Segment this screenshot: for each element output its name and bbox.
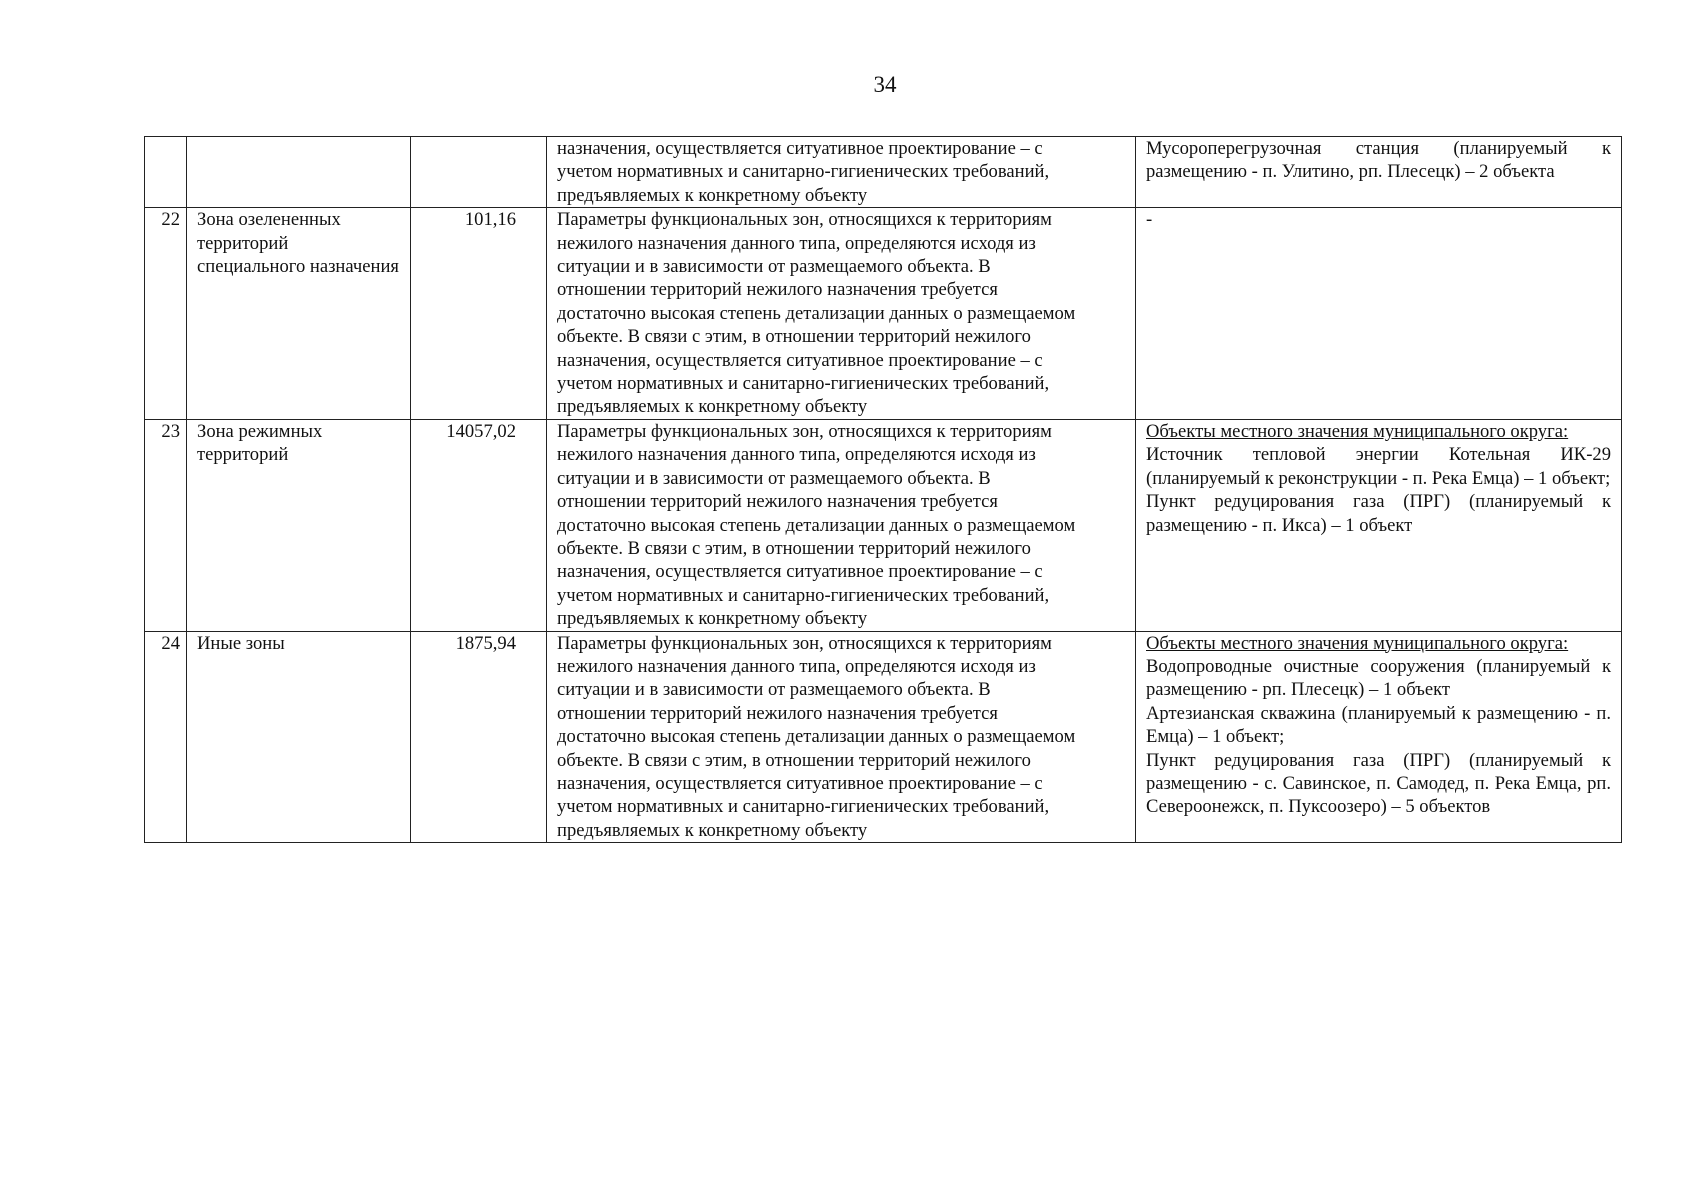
params-line: назначения, осуществляется ситуативное проектирование – с <box>557 138 1043 159</box>
zone-objects-cell <box>1136 631 1622 843</box>
params-line: Параметры функциональных зон, относящихся к территориям <box>557 632 1052 654</box>
page-number: 34 <box>873 72 897 97</box>
objects-heading: Объекты местного значения муниципального округа: <box>1146 632 1569 654</box>
table-row <box>145 208 1622 420</box>
zone-params-cell <box>547 419 1136 631</box>
params-line: отношении территорий нежилого назначения требуется <box>557 702 998 724</box>
params-line: нежилого назначения данного типа, определяются исходя из <box>557 232 1036 254</box>
params-line: предъявляемых к конкретному объекту <box>557 396 868 418</box>
row-number-cell: 24 <box>145 631 187 843</box>
params-line: достаточно высокая степень детализации данных о размещаемом <box>557 302 1076 324</box>
params-line: учетом нормативных и санитарно-гигиенических требований, <box>557 373 1050 395</box>
object-entry: Водопроводные очистные сооружения (планируемый к размещению - рп. Плесецк) – 1 объект <box>1146 655 1611 701</box>
params-line: назначения, осуществляется ситуативное проектирование – с <box>557 772 1043 794</box>
params-line: назначения, осуществляется ситуативное проектирование – с <box>557 561 1043 583</box>
params-line: Параметры функциональных зон, относящихся к территориям <box>557 209 1052 231</box>
params-line: объекте. В связи с этим, в отношении территорий нежилого <box>557 749 1031 771</box>
params-line: учетом нормативных и санитарно-гигиенических требований, <box>557 584 1050 606</box>
zone-area-cell: 101,16 <box>411 208 547 420</box>
object-entry: Пункт редуцирования газа (ПРГ) (планируемый к размещению - п. Икса) – 1 объект <box>1146 491 1611 536</box>
params-line: ситуации и в зависимости от размещаемого объекта. В <box>557 467 991 489</box>
object-entry: - <box>1146 209 1153 231</box>
params-line: назначения, осуществляется ситуативное проектирование – с <box>557 349 1043 371</box>
params-line: учетом нормативных и санитарно-гигиенических требований, <box>557 161 1050 183</box>
table-row <box>145 419 1622 631</box>
zone-objects-cell <box>1136 208 1622 420</box>
zone-params-cell <box>547 137 1136 208</box>
zone-params-cell <box>547 631 1136 843</box>
table-row <box>145 137 1622 208</box>
objects-heading: Объекты местного значения муниципального округа: <box>1146 420 1569 442</box>
params-line: нежилого назначения данного типа, определяются исходя из <box>557 444 1036 466</box>
params-line: ситуации и в зависимости от размещаемого объекта. В <box>557 679 991 701</box>
zone-area-cell: 1875,94 <box>411 631 547 843</box>
row-number-cell <box>145 137 187 208</box>
object-entry: Артезианская скважина (планируемый к размещению - п. Емца) – 1 объект; <box>1146 702 1611 748</box>
params-line: предъявляемых к конкретному объекту <box>557 184 868 206</box>
zone-name-cell: Зона озелененных территорий специального назначения <box>187 208 411 420</box>
zone-area-cell <box>411 137 547 208</box>
params-line: объекте. В связи с этим, в отношении территорий нежилого <box>557 537 1031 559</box>
object-entry: Пункт редуцирования газа (ПРГ) (планируемый к размещению - с. Савинское, п. Самодед, п. Река Емца, рп. Североонежск, п. Пуксоозеро) – 5 объектов <box>1146 749 1611 818</box>
params-line: предъявляемых к конкретному объекту <box>557 608 868 630</box>
zone-name-cell: Зона режимных территорий <box>187 419 411 631</box>
row-number-cell: 23 <box>145 419 187 631</box>
zone-params-cell <box>547 208 1136 420</box>
zone-objects-cell <box>1136 419 1622 631</box>
params-line: учетом нормативных и санитарно-гигиенических требований, <box>557 796 1050 818</box>
zone-area-cell: 14057,02 <box>411 419 547 631</box>
table-row <box>145 631 1622 843</box>
zone-name-cell <box>187 137 411 208</box>
params-line: ситуации и в зависимости от размещаемого объекта. В <box>557 256 991 278</box>
zones-table <box>144 136 1622 843</box>
object-entry: Источник тепловой энергии Котельная ИК-29 (планируемый к реконструкции - п. Река Емца) – 1 объект; <box>1146 444 1611 489</box>
zone-objects-cell <box>1136 137 1622 208</box>
params-line: достаточно высокая степень детализации данных о размещаемом <box>557 726 1076 748</box>
params-line: объекте. В связи с этим, в отношении территорий нежилого <box>557 326 1031 348</box>
params-line: Параметры функциональных зон, относящихся к территориям <box>557 420 1052 442</box>
row-number-cell: 22 <box>145 208 187 420</box>
params-line: отношении территорий нежилого назначения требуется <box>557 279 998 301</box>
object-entry: Мусороперегрузочная станция (планируемый к размещению - п. Улитино, рп. Плесецк) – 2 объекта <box>1146 138 1611 183</box>
params-line: нежилого назначения данного типа, определяются исходя из <box>557 655 1036 677</box>
params-line: достаточно высокая степень детализации данных о размещаемом <box>557 514 1076 536</box>
params-line: предъявляемых к конкретному объекту <box>557 819 868 841</box>
zone-name-cell: Иные зоны <box>187 631 411 843</box>
params-line: отношении территорий нежилого назначения требуется <box>557 491 998 513</box>
